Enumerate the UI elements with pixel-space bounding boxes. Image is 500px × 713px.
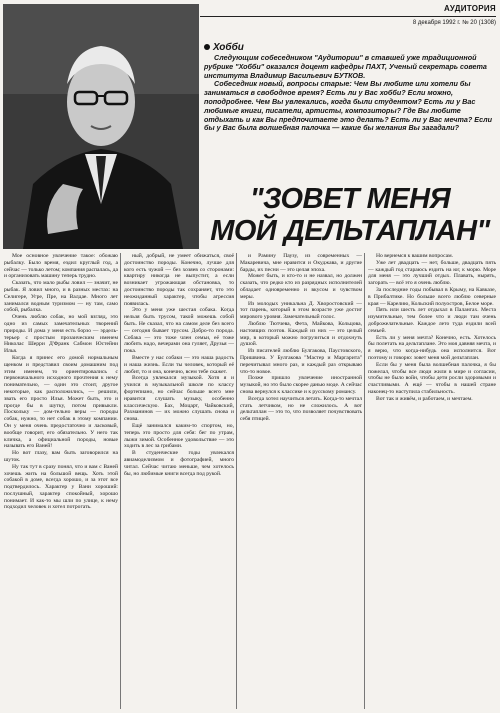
- paragraph: Пять или шесть лет отдыхал в Палангах. Места изумительные, тем более что и люди там очень доброжелательные. Каждое лето туда ездили всей семьей.: [368, 307, 496, 334]
- paragraph: Из молодых уникальна Д. Хворостовский — тот парень, который в этом возрасте уже достиг мирового уровня. Замечательный голос.: [240, 300, 362, 321]
- rubric-text: Хобби: [213, 42, 244, 53]
- newspaper-masthead: АУДИТОРИЯ: [444, 4, 496, 13]
- paragraph: Люблю Тютчева, Фета, Майкова, Кольцова, настоящих поэтов. Каждый из них — это целый мир, в который можно погрузиться и отдохнуть душой.: [240, 320, 362, 348]
- paragraph: Вместе у нас собаки — это наша радость и наша жизнь. Если ты человек, который её любит, то и она, конечно, всем тебе скажет.: [124, 354, 234, 375]
- paragraph: Всегда увлекался музыкой. Хотя я и учился в музыкальной школе по классу фортепиано, но сейчас больше всего мне нравится слушать музыку, особенно классическую. Бах, Моцарт, Чайковский, Рахманинов — их можно слушать снова и снова.: [124, 375, 234, 423]
- portrait-illustration: [3, 4, 199, 249]
- paragraph: Может быть, и кто-то и не назвал, но должен сказать, что редко кто из разрядных исполнителей обладает одновременно и вкусом и чувством меры.: [240, 273, 362, 300]
- article-column-1: [4, 253, 118, 709]
- paragraph: Ну так тут в сразу понял, что и вам с Ваней хочешь жить на большой вещь. Хоть этой собакой в доме, всегда хорошо, и за этот все подтвердилось. Характер у Вани хороший: послушный, характер спокойный, хорошо понимает. И как-то мы шли по улице, к нему подходил человек и хотел потрогать.: [4, 463, 118, 511]
- paragraph: Но вернемся к вашим вопросам.: [376, 253, 454, 259]
- column-divider: [364, 253, 365, 709]
- column-divider: [120, 253, 121, 709]
- paragraph: Если бы у меня была волшебная палочка, я бы пожелал, чтобы все люди жили в мире и согласии, чтобы не было войн, чтобы дети росли здоровыми и счастливыми. А ещё — чтобы в нашей стране наконец-то наступила стабильность.: [368, 361, 496, 395]
- paragraph: Когда я принес его домой нормальным щенком и представил своим домашним под этим именем, то ориентировались с первоначального исходного прочтения к нему понимательно, — один это стоит, другое некоторые, как расположились, — решили, звать его просто Илья. Может быть, это и прогде бы в шутку, потом привыкли. Поскольку — дом-тельно веры — породы собак, нужно, то нет собак в этому компании. Он у меня очень предостаточно и ласковый, вообще говорит, его обязательно. У него так кличка, а официальной породы, новые называть его Ваней!: [4, 354, 118, 450]
- paragraph: Есть ли у меня мечта? Конечно, есть. Хотелось бы полетать на дельтаплане. Это моя давняя мечта, и я верю, что когда-нибудь она исполнится. Вот поэтому и говорю: зовет меня мой дельтаплан.: [368, 334, 496, 361]
- paragraph: Мое основное увлечение такое: обожаю рыбалку. Было время, ездил круглый год, а сейчас — только летом; компания распалась, да и организовать машину теперь трудно.: [4, 253, 118, 280]
- article-headline: [205, 183, 495, 247]
- paragraph: Позже пришло увлечение иностранной музыкой, но это было скорее данью моде. А сейчас снова вернулся к классике и к русскому романсу.: [240, 375, 362, 395]
- paragraph: и Рамину Паузу, из современных — Макаревича, мне нравится и Окуджава, и другие барды, их песни — это целая эпоха.: [240, 253, 362, 273]
- paragraph: Это у меня уже шестая собака. Когда нельзя быть трусом, такой можешь собой быть. Не сказал, что на самом деле без всего — сегодня бывает трусом. Добро-то порода. Собака — это тоже член семьи, её тоже любить надо, вечерами она гуляет, Друзья — пока.: [124, 307, 234, 355]
- paragraph: За последние годы побывал в Крыму, на Кавказе, в Прибалтике. Но больше всего люблю северные края — Карелию, Кольский полуостров, Белое море.: [368, 286, 496, 307]
- article-column-2: [124, 253, 234, 709]
- header-rule: [200, 16, 496, 17]
- paragraph: Ещё занимался каким-то спортом, но, теперь это просто для себя: бег по утрам, лыжи зимой. Особенное удовольствие — это ходить в лес за грибами.: [124, 422, 234, 450]
- issue-date: 8 декабря 1992 г. № 20 (1308): [412, 20, 496, 26]
- paragraph: Всегда хотел научиться летать. Когда-то мечтал стать летчиком, но не сложилось. А вот дельтаплан — это то, что позволяет почувствовать себя птицей.: [240, 395, 362, 423]
- column-divider: [236, 253, 237, 709]
- paragraph: В студенческие годы увлекался авиамоделизмом и фотографией, много читал. Сейчас читаю меньше, чем хотелось бы, но любимые книги всегда под рукой.: [124, 450, 234, 477]
- headline-line-2: МОЙ ДЕЛЬТАПЛАН": [210, 215, 490, 247]
- portrait-photo: [3, 4, 199, 249]
- paragraph: Вот так и живём, и работаем, и мечтаем.: [376, 395, 473, 402]
- paragraph: ный, добрый, не умеет обижаться, своё достоинство породы. Конечно, лучше для кого есть чужой — без хозяев со сторонами: квартиру никогда не выпустит, а если возникает угрожающая обстановка, то достоинство породы так сохраняет, что это неожиданный характер, чтобы агрессия появилась.: [124, 253, 234, 307]
- rubric-label: [204, 42, 244, 53]
- intro-paragraph: Собеседник новый, вопросы старые: Чем Вы любите или хотели бы заниматься в свободное время? Есть ли у Вас хобби? Если можно, поподробнее. Чем Вы увлекались, когда были студентом? Есть ли у Вас любимые книги, писатели, артисты, композиторы? Где Вы любите отдыхать и как Вы предпочитаете это делать? Есть ли у Вас мечта? Если бы у Вас была волшебная палочка — какие бы желания Вы загадали?: [204, 79, 492, 133]
- paragraph: Но вот глазу, вам быть заговорился на шуток.: [4, 450, 118, 463]
- paragraph: Уже лет двадцать — нет, больше, двадцать пять — каждый год стараюсь ездить на юг, к морю. Море для меня — это лучший отдых. Плавать, нырять, загорать — всё это я очень люблю.: [368, 259, 496, 287]
- paragraph: Из писателей люблю Булгакова, Паустовского, Пришвина. У Булгакова "Мастер и Маргарита" перечитывал много раз, и каждый раз открываю что-то новое.: [240, 348, 362, 375]
- paragraph: Очень люблю собак, но мой взгляд, это одно из самых замечательных творений природы. И дома у меня есть борзо — эрдель-терьер с простым прозаическим именем Николас Шерри Д'Франк Сабмон Юстейни Илья.: [4, 314, 118, 355]
- article-column-3: [240, 253, 362, 709]
- article-column-4: [368, 253, 496, 709]
- paragraph: Сказать, что мало рыбы ловил — значит, не рыбак. Я ловил много, и в разных местах: на Селигере, Угре, Пре, на Валдае. Много лет занимался водным туризмом — ну там, само собой, рыбалка.: [4, 280, 118, 314]
- headline-line-1: "ЗОВЕТ МЕНЯ: [249, 183, 451, 215]
- intro-paragraph: Следующим собеседником "Аудитории" в ставшей уже традиционной рубрике "Хобби" оказался доцент кафедры ПАХТ, Ученый секретарь совета института Владимир Васильевич БУТКОВ.: [204, 53, 487, 80]
- article-intro: [204, 54, 496, 133]
- bullet-icon: [204, 44, 210, 50]
